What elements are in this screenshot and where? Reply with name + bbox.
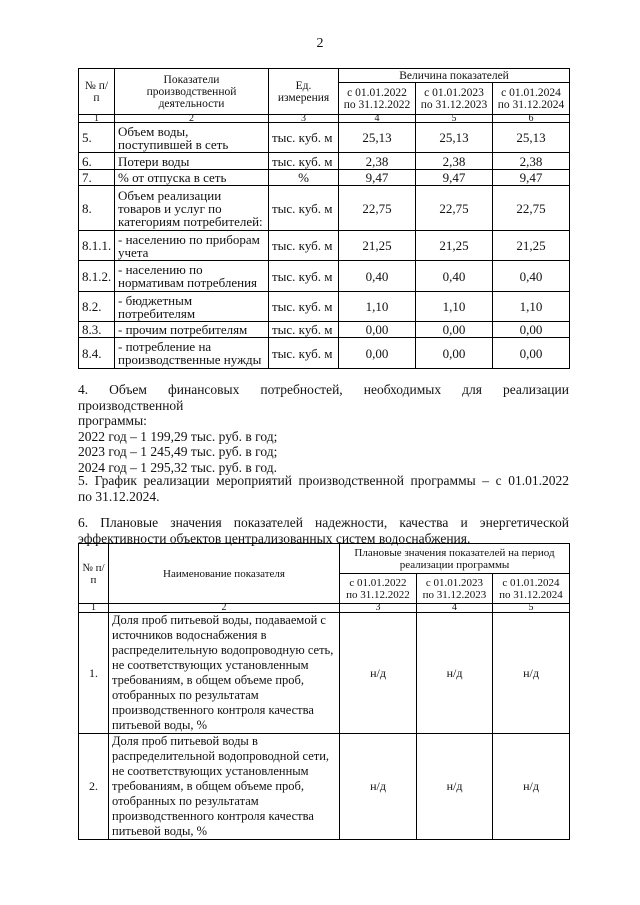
section-6-line-1: 6. Плановые значения показателей надежности, качества и энергетической xyxy=(78,515,569,530)
row-num: 5. xyxy=(79,123,115,153)
header-period-2024: с 01.01.2024 по 31.12.2024 xyxy=(493,574,570,604)
col-number: 2 xyxy=(115,115,269,123)
section-4 xyxy=(78,382,569,475)
col-number: 2 xyxy=(109,604,340,613)
row-value: 0,00 xyxy=(339,322,416,338)
col-number: 5 xyxy=(416,115,493,123)
row-name: - бюджетным потребителям xyxy=(115,292,269,322)
table-row xyxy=(79,338,570,369)
row-num: 2. xyxy=(79,734,109,840)
row-value: 1,10 xyxy=(416,292,493,322)
row-value: 0,00 xyxy=(493,338,570,369)
header-num: № п/п xyxy=(79,544,109,604)
col-number: 3 xyxy=(269,115,339,123)
table-row xyxy=(79,231,570,261)
financing-2023: 2023 год – 1 245,49 тыс. руб. в год; xyxy=(78,444,278,459)
row-value: 0,00 xyxy=(339,338,416,369)
row-value: 2,38 xyxy=(493,153,570,170)
production-indicators-table xyxy=(78,68,570,369)
row-value: 9,47 xyxy=(493,170,570,186)
section-5 xyxy=(78,473,569,504)
row-value: н/д xyxy=(417,734,493,840)
table-row xyxy=(79,292,570,322)
section-5-line-2: по 31.12.2024. xyxy=(78,488,160,504)
header-num: № п/п xyxy=(79,69,115,115)
row-name: Объем воды, поступившей в сеть xyxy=(115,123,269,153)
row-value: 0,00 xyxy=(493,322,570,338)
header-period-2023: с 01.01.2023 по 31.12.2023 xyxy=(417,574,493,604)
row-value: 0,40 xyxy=(339,261,416,292)
row-name: Объем реализации товаров и услуг по категориям потребителей: xyxy=(115,186,269,231)
section-6-line-2: эффективности объектов централизованных систем водоснабжения. xyxy=(78,530,471,546)
row-unit: тыс. куб. м xyxy=(269,123,339,153)
row-value: 1,10 xyxy=(339,292,416,322)
row-value: н/д xyxy=(340,613,417,734)
header-period-2022: с 01.01.2022 по 31.12.2022 xyxy=(340,574,417,604)
row-name: % от отпуска в сеть xyxy=(115,170,269,186)
header-values: Величина показателей xyxy=(339,69,570,83)
row-name: Доля проб питьевой воды в распределительной водопроводной сети, не соответствующих установленным требованиям, в общем объеме проб, отобранных по результатам производственного контроля качества питьевой воды, % xyxy=(109,734,340,840)
row-num: 8.1.2. xyxy=(79,261,115,292)
row-value: 21,25 xyxy=(339,231,416,261)
header-period-2024: с 01.01.2024 по 31.12.2024 xyxy=(493,83,570,115)
row-value: 21,25 xyxy=(493,231,570,261)
row-value: 22,75 xyxy=(493,186,570,231)
row-value: 2,38 xyxy=(339,153,416,170)
row-unit: тыс. куб. м xyxy=(269,261,339,292)
row-num: 8.3. xyxy=(79,322,115,338)
header-name: Наименование показателя xyxy=(109,544,340,604)
row-name: - населению по приборам учета xyxy=(115,231,269,261)
section-4-line-1: 4. Объем финансовых потребностей, необходимых для реализации производственной xyxy=(78,382,569,413)
row-value: 22,75 xyxy=(339,186,416,231)
row-unit: % xyxy=(269,170,339,186)
row-unit: тыс. куб. м xyxy=(269,231,339,261)
row-value: 1,10 xyxy=(493,292,570,322)
table-row xyxy=(79,613,570,734)
table-row xyxy=(79,186,570,231)
row-num: 7. xyxy=(79,170,115,186)
row-num: 8.2. xyxy=(79,292,115,322)
section-6 xyxy=(78,515,569,546)
row-value: 0,00 xyxy=(416,338,493,369)
row-num: 6. xyxy=(79,153,115,170)
row-value: 9,47 xyxy=(416,170,493,186)
table-row xyxy=(79,261,570,292)
row-value: 9,47 xyxy=(339,170,416,186)
row-num: 1. xyxy=(79,613,109,734)
row-value: н/д xyxy=(340,734,417,840)
table-row xyxy=(79,170,570,186)
row-value: 2,38 xyxy=(416,153,493,170)
header-unit: Ед. измерения xyxy=(269,69,339,115)
row-value: 21,25 xyxy=(416,231,493,261)
row-value: н/д xyxy=(417,613,493,734)
row-name: - прочим потребителям xyxy=(115,322,269,338)
page-number: 2 xyxy=(316,36,324,51)
section-4-line-2: программы: xyxy=(78,413,147,428)
section-5-line-1: 5. График реализации мероприятий производственной программы – с 01.01.2022 xyxy=(78,473,569,488)
table-row xyxy=(79,322,570,338)
table-row xyxy=(79,153,570,170)
financing-2024: 2024 год – 1 295,32 тыс. руб. в год. xyxy=(78,459,277,475)
col-number: 5 xyxy=(493,604,570,613)
table-row xyxy=(79,123,570,153)
table-row xyxy=(79,734,570,840)
row-name: - населению по нормативам потребления xyxy=(115,261,269,292)
reliability-indicators-table xyxy=(78,543,570,840)
row-unit: тыс. куб. м xyxy=(269,186,339,231)
col-number: 4 xyxy=(339,115,416,123)
col-number: 4 xyxy=(417,604,493,613)
header-indicator: Показатели производственной деятельности xyxy=(115,69,269,115)
row-num: 8.4. xyxy=(79,338,115,369)
header-planned: Плановые значения показателей на период реализации программы xyxy=(340,544,570,574)
col-number: 3 xyxy=(340,604,417,613)
header-period-2023: с 01.01.2023 по 31.12.2023 xyxy=(416,83,493,115)
col-number: 6 xyxy=(493,115,570,123)
row-value: 25,13 xyxy=(416,123,493,153)
row-value: н/д xyxy=(493,734,570,840)
row-unit: тыс. куб. м xyxy=(269,153,339,170)
row-num: 8. xyxy=(79,186,115,231)
row-num: 8.1.1. xyxy=(79,231,115,261)
row-name: Потери воды xyxy=(115,153,269,170)
col-number: 1 xyxy=(79,115,115,123)
financing-2022: 2022 год – 1 199,29 тыс. руб. в год; xyxy=(78,428,278,444)
row-value: 25,13 xyxy=(339,123,416,153)
row-unit: тыс. куб. м xyxy=(269,322,339,338)
row-unit: тыс. куб. м xyxy=(269,338,339,369)
row-unit: тыс. куб. м xyxy=(269,292,339,322)
row-value: 22,75 xyxy=(416,186,493,231)
row-value: 25,13 xyxy=(493,123,570,153)
row-name: - потребление на производственные нужды xyxy=(115,338,269,369)
row-value: 0,40 xyxy=(416,261,493,292)
row-value: н/д xyxy=(493,613,570,734)
col-number: 1 xyxy=(79,604,109,613)
header-period-2022: с 01.01.2022 по 31.12.2022 xyxy=(339,83,416,115)
row-value: 0,00 xyxy=(416,322,493,338)
row-name: Доля проб питьевой воды, подаваемой с источников водоснабжения в распределительную водопроводную сеть, не соответствующих установленным требованиям, в общем объеме проб, отобранных по результатам производственного контроля качества питьевой воды, % xyxy=(109,613,340,734)
row-value: 0,40 xyxy=(493,261,570,292)
